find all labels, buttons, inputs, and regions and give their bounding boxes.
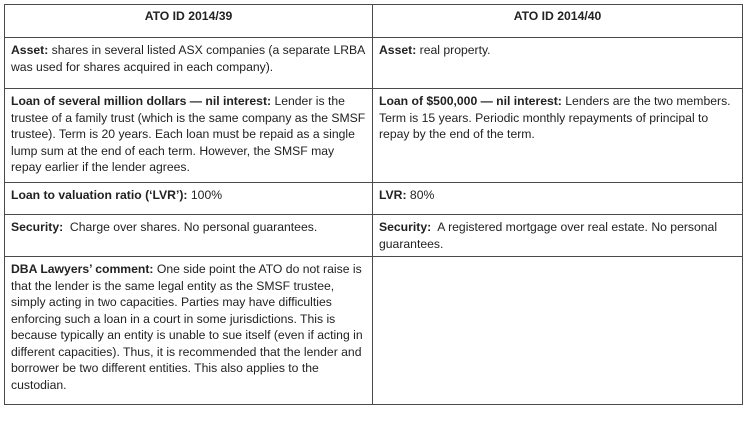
cell-text: One side point the ATO do not raise is that the lender is the same legal entity as the SMSF trustee, simply acting in two capacities. Parties may have difficulties enforcing such a loan in a court in some jurisdictions. This is because typically an entity is unable to sue itself (even if acting in different capacities). Thus, it is recommended that the lender and borrower be two different entities. This also applies to the custodian. — [11, 262, 363, 392]
comparison-table — [4, 4, 743, 405]
cell-text: A registered mortgage over real estate. No personal guarantees. — [379, 220, 721, 251]
cell-loan-left — [5, 89, 373, 183]
cell-label: LVR: — [379, 188, 407, 202]
cell-asset-left — [5, 38, 373, 89]
cell-text: Lenders are the two members. Term is 15 years. Periodic monthly repayments of principal to repay by the end of the term. — [379, 94, 731, 141]
cell-label: DBA Lawyers’ comment: — [11, 262, 154, 276]
table-row-security — [5, 215, 743, 257]
cell-label: Security: — [379, 220, 432, 234]
cell-lvr-left — [5, 183, 373, 215]
cell-comment-right — [373, 257, 743, 405]
cell-label: Asset: — [379, 43, 417, 57]
cell-security-left — [5, 215, 373, 257]
cell-label: Loan of several million dollars — nil interest: — [11, 94, 272, 108]
cell-label: Asset: — [11, 43, 49, 57]
cell-label: Security: — [11, 220, 64, 234]
cell-lvr-right — [373, 183, 743, 215]
header-ato-id-2014-40: ATO ID 2014/40 — [373, 5, 743, 38]
cell-text: 80% — [406, 188, 435, 202]
header-row — [5, 5, 743, 38]
header-ato-id-2014-39: ATO ID 2014/39 — [5, 5, 373, 38]
cell-asset-right — [373, 38, 743, 89]
cell-text: Lender is the trustee of a family trust (which is the same company as the SMSF trustee). Term is 20 years. Each loan must be repaid as a single lump sum at the end of each term. However, the SMSF may repay earlier if the lender agrees. — [11, 94, 366, 174]
cell-text: 100% — [187, 188, 223, 202]
cell-loan-right — [373, 89, 743, 183]
table-row-lvr — [5, 183, 743, 215]
cell-comment-left — [5, 257, 373, 405]
table-row-comment — [5, 257, 743, 405]
table-row-loan — [5, 89, 743, 183]
cell-label: Loan of $500,000 — nil interest: — [379, 94, 562, 108]
cell-text: real property. — [416, 43, 491, 57]
cell-security-right — [373, 215, 743, 257]
cell-label: Loan to valuation ratio (‘LVR’): — [11, 188, 188, 202]
table-row-asset — [5, 38, 743, 89]
cell-text: Charge over shares. No personal guarantees. — [63, 220, 318, 234]
cell-text: shares in several listed ASX companies (a separate LRBA was used for shares acquired in each company). — [11, 43, 365, 74]
